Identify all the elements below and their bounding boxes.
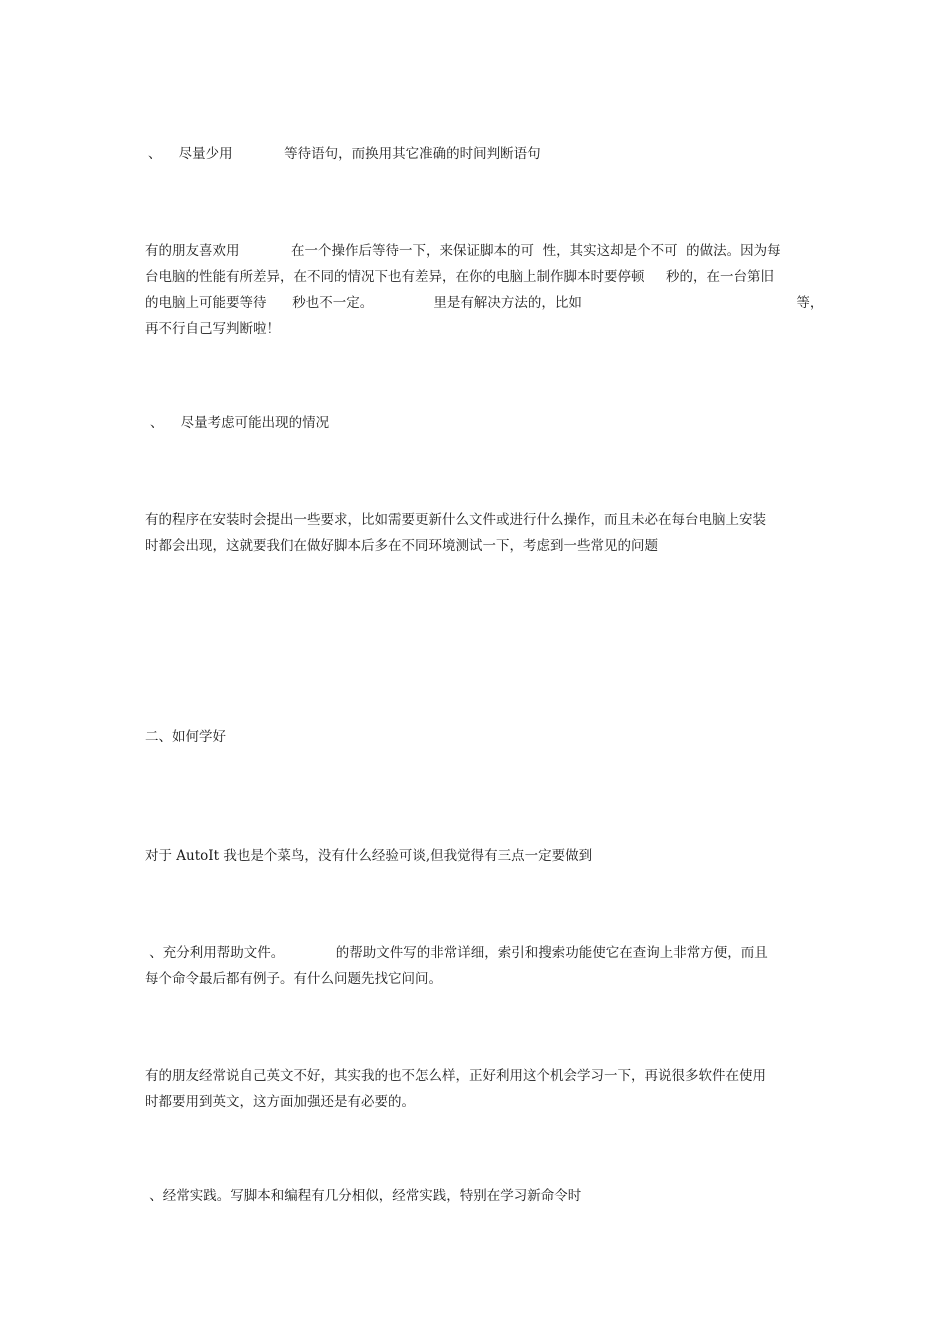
paragraph-2 — [145, 507, 807, 559]
paragraph-1 — [145, 238, 824, 342]
paragraph-4 — [145, 1063, 807, 1115]
heading-item-2: 、 尽量考虑可能出现的情况 — [150, 415, 330, 431]
intro-line: 对于 AutoIt 我也是个菜鸟，没有什么经验可谈,但我觉得有三点一定要做到 — [145, 848, 593, 864]
paragraph-line: 每个命令最后都有例子。有什么问题先找它问问。 — [145, 971, 442, 987]
paragraph-line: 、充分利用帮助文件。 的帮助文件写的非常详细，索引和搜索功能使它在查询上非常方便，而且 — [145, 945, 768, 961]
heading-item-1: 、 尽量少用 等待语句，而换用其它准确的时间判断语句 — [148, 146, 541, 162]
paragraph-line: 再不行自己写判断啦！ — [145, 321, 280, 337]
paragraph-line: 有的朋友经常说自己英文不好，其实我的也不怎么样，正好利用这个机会学习一下，再说很多软件在使用 — [145, 1068, 766, 1084]
final-line: 、经常实践。写脚本和编程有几分相似，经常实践，特别在学习新命令时 — [145, 1188, 582, 1204]
paragraph-line: 有的程序在安装时会提出一些要求，比如需要更新什么文件或进行什么操作，而且未必在每台电脑上安装 — [145, 512, 766, 528]
paragraph-line: 的电脑上可能要等待 秒也不一定。 里是有解决方法的，比如 等， — [145, 295, 824, 311]
paragraph-line: 时都要用到英文，这方面加强还是有必要的。 — [145, 1094, 415, 1110]
paragraph-line: 台电脑的性能有所差异，在不同的情况下也有差异，在你的电脑上制作脚本时要停顿 秒的，在一台第旧 — [145, 269, 774, 285]
paragraph-3 — [145, 940, 807, 992]
section-title: 二、如何学好 — [145, 729, 226, 745]
paragraph-line: 有的朋友喜欢用 在一个操作后等待一下，来保证脚本的可 性，其实这却是个不可 的做法。因为每 — [145, 243, 781, 259]
paragraph-line: 时都会出现，这就要我们在做好脚本后多在不同环境测试一下，考虑到一些常见的问题 — [145, 538, 658, 554]
